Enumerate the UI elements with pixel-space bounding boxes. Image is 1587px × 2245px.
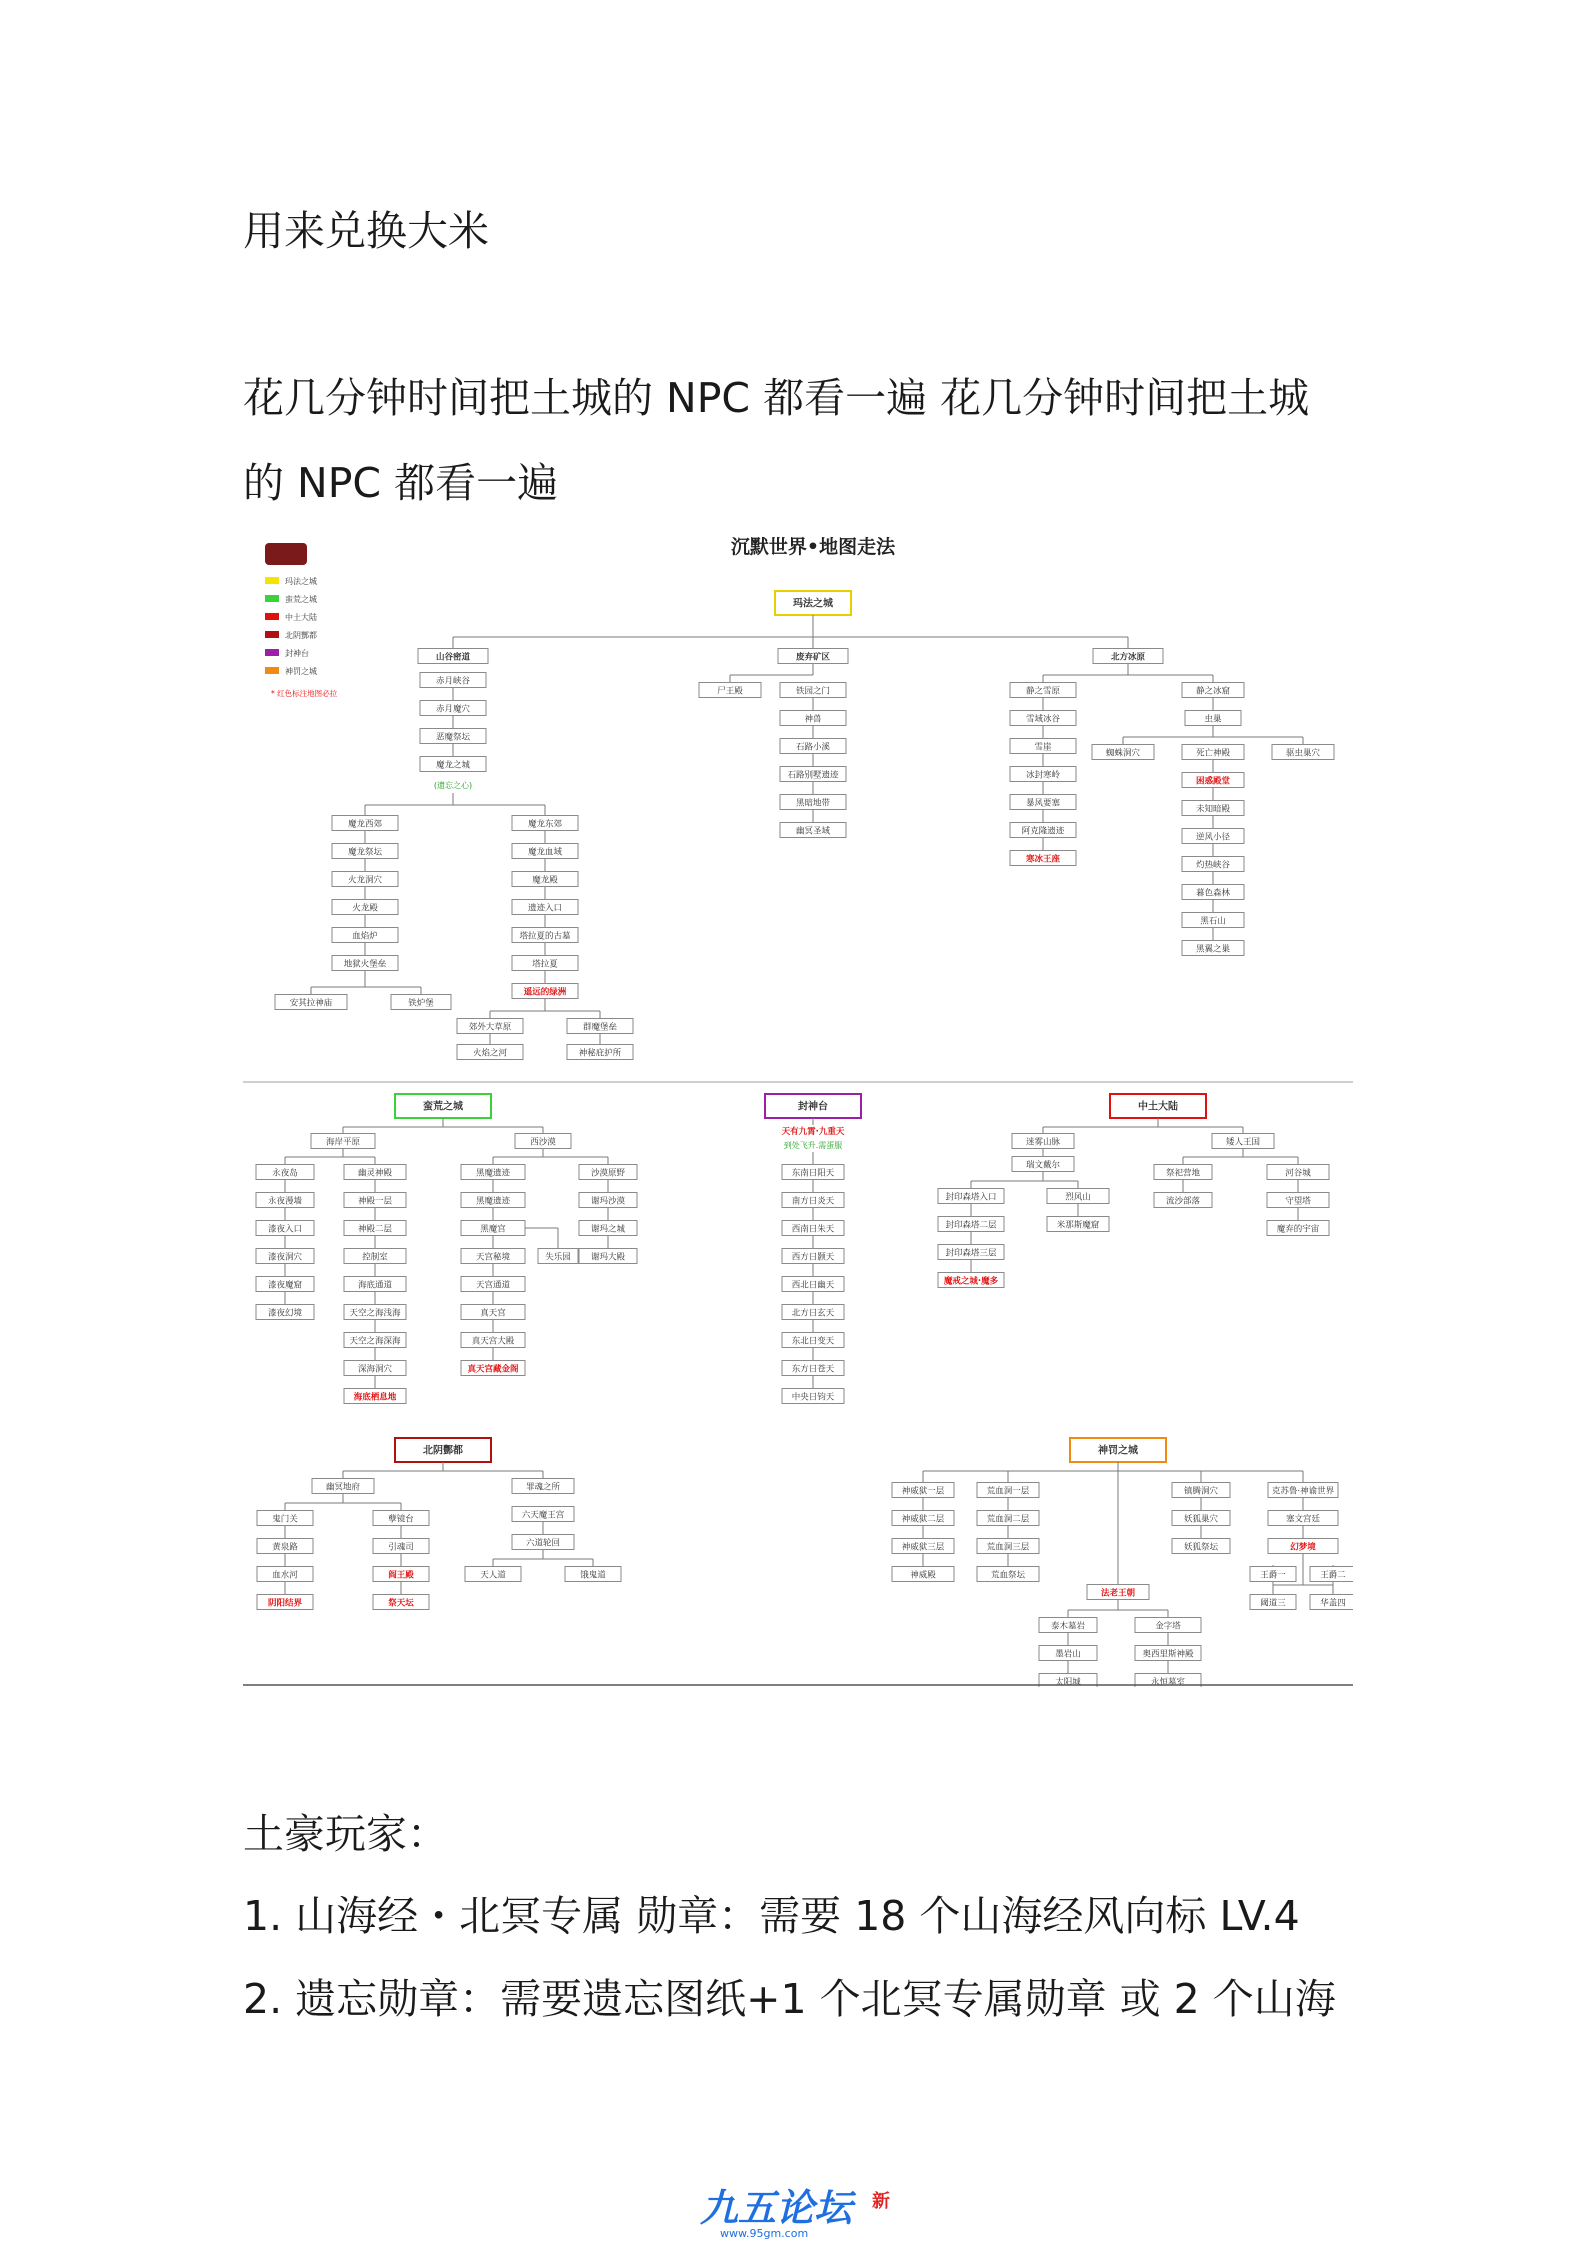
map-node-label: 迷雾山脉 <box>1025 1137 1061 1148</box>
map-node-label: 泰木墓岩 <box>1050 1621 1086 1632</box>
map-node-label: 郊外大草原 <box>468 1022 512 1033</box>
map-node-label: 瑞文戴尔 <box>1025 1160 1061 1171</box>
map-node-label: 天空之海深海 <box>349 1336 401 1347</box>
map-node-label: 王爵二 <box>1320 1570 1346 1581</box>
map-node-label: 中央日钧天 <box>791 1392 835 1403</box>
map-node-label: 魔龙东郊 <box>527 819 563 830</box>
map-node-label: 幽冥地府 <box>325 1482 361 1493</box>
map-node-label: 祭祀营地 <box>1165 1168 1201 1179</box>
map-node-label: 魔龙西郊 <box>347 819 383 830</box>
map-node-label: 海底通道 <box>357 1280 393 1291</box>
logo-badge: 新 <box>872 2191 890 2212</box>
map-node-label: 神威狱一层 <box>901 1486 945 1497</box>
legend-swatch <box>265 613 279 620</box>
map-node-label: 塔拉夏的古墓 <box>519 931 571 942</box>
map-node-label: 西方日颢天 <box>791 1252 835 1263</box>
map-node-label: 封印森塔二层 <box>945 1220 997 1231</box>
map-node-label: 血焰炉 <box>352 931 378 942</box>
map-node-label: 永夜漫墙 <box>267 1196 303 1207</box>
map-node-label: 山谷密道 <box>435 652 471 663</box>
map-node-label: 太阳城 <box>1055 1677 1081 1687</box>
site-logo <box>700 2185 900 2240</box>
map-node-label: 谢玛大殿 <box>590 1252 626 1263</box>
map-node-label: 守望塔 <box>1285 1196 1311 1207</box>
line-npc-1: 花几分钟时间把土城的 NPC 都看一遍 花几分钟时间把土城 <box>243 374 1310 422</box>
map-node-label: 天宫秘境 <box>475 1252 511 1263</box>
map-node-label: 安其拉神庙 <box>289 998 333 1009</box>
map-node-label: 黑石山 <box>1200 916 1226 927</box>
map-node-label: 遗迹入口 <box>527 903 563 914</box>
map-node-label: 废弃矿区 <box>795 652 831 663</box>
map-node-label: 困惑殿堂 <box>1195 776 1231 787</box>
legend-note: * 红色标注地图必拉 <box>271 689 338 698</box>
map-node-label: 黑魔遗迹 <box>475 1168 511 1179</box>
map-node-label: 暴风要塞 <box>1025 798 1061 809</box>
map-node-label: 未知暗殿 <box>1195 804 1231 815</box>
map-node-label: 控制室 <box>362 1252 388 1263</box>
map-node-label: 西北日幽天 <box>791 1280 835 1291</box>
map-node-label: 东方日苍天 <box>791 1364 835 1375</box>
map-node-label: 克苏鲁·神谕世界 <box>1271 1486 1335 1497</box>
map-node-label: 雪域冰谷 <box>1025 714 1061 725</box>
map-node-label: 魔弃的宇宙 <box>1276 1224 1320 1235</box>
map-node-label: 逆风小径 <box>1195 832 1231 843</box>
map-node-label: 阈道三 <box>1260 1598 1286 1609</box>
map-node-label: 沙漠原野 <box>590 1168 626 1179</box>
map-node-label: 金字塔 <box>1155 1621 1181 1632</box>
map-node-label: 赤月魔穴 <box>435 704 471 715</box>
map-node-label: 神威狱二层 <box>901 1514 945 1525</box>
legend-swatch <box>265 631 279 638</box>
map-node-label: 真天宫 <box>480 1308 506 1319</box>
map-node-label: 神殿一层 <box>357 1196 393 1207</box>
map-node-label: 火龙殿 <box>352 903 378 914</box>
map-node-label: 谢玛之城 <box>590 1224 626 1235</box>
map-node-label: 塞文宫廷 <box>1285 1514 1321 1525</box>
map-node-label: 北方日玄天 <box>791 1308 835 1319</box>
map-node-label: 中土大陆 <box>1138 1101 1178 1113</box>
map-node-label: 海底栖息地 <box>353 1392 397 1403</box>
game-emblem <box>265 543 307 565</box>
map-node-label: 幽冥圣域 <box>795 826 831 837</box>
map-node-label: 北方冰原 <box>1110 652 1146 663</box>
map-node-label: 驱虫巢穴 <box>1285 748 1321 759</box>
map-node-label: 漆夜魔窟 <box>267 1280 303 1291</box>
line-npc-2: 的 NPC 都看一遍 <box>243 459 559 507</box>
map-node-label: 荒血洞一层 <box>986 1486 1030 1497</box>
map-node-label: 烈风山 <box>1065 1192 1091 1203</box>
map-node-label: 河谷城 <box>1285 1168 1311 1179</box>
logo-url: www.95gm.com <box>720 2227 809 2240</box>
map-node-label: 王爵一 <box>1260 1570 1286 1581</box>
map-node-label: 华盖四 <box>1320 1598 1346 1609</box>
map-node-label: 天有九霄·九重天 <box>781 1127 845 1137</box>
map-node-label: 荒血洞三层 <box>986 1542 1030 1553</box>
map-node-label: 寒冰王座 <box>1025 854 1061 865</box>
map-node-label: 赤月峡谷 <box>435 676 471 687</box>
map-node-label: 铁园之门 <box>795 686 831 697</box>
map-node-label: 恶魔祭坛 <box>435 732 471 743</box>
map-node-label: 漆夜入口 <box>267 1224 303 1235</box>
map-node-label: 永夜岛 <box>272 1168 298 1179</box>
map-node-label: 石路小溪 <box>795 742 831 753</box>
map-node-label: 天人道 <box>480 1570 506 1581</box>
legend-swatch <box>265 649 279 656</box>
map-node-label: 真天宫大殿 <box>471 1336 515 1347</box>
map-node-label: 法老王朝 <box>1100 1588 1136 1599</box>
map-node-label: 虫巢 <box>1204 714 1222 725</box>
map-node-label: 真天宫藏金阁 <box>467 1364 519 1375</box>
map-node-label: 塔拉夏 <box>532 959 558 970</box>
map-node-label: 漆夜幻境 <box>267 1308 303 1319</box>
map-node-label: 到处飞升.需蛋服 <box>783 1141 843 1150</box>
map-node-label: 神威殿 <box>910 1570 936 1581</box>
map-node-sub: (遗忘之心) <box>433 781 473 790</box>
map-node-label: 孽镜台 <box>388 1514 414 1525</box>
map-node-label: 东南日阳天 <box>791 1168 835 1179</box>
map-node-label: 墨岩山 <box>1055 1649 1081 1660</box>
map-node-label: 荒血洞二层 <box>986 1514 1030 1525</box>
map-node-label: 祭天坛 <box>388 1598 414 1609</box>
map-node-label: 雪崖 <box>1034 742 1052 753</box>
map-node-label: 镇腾洞穴 <box>1183 1486 1219 1497</box>
map-node-label: 黑暗地带 <box>795 798 831 809</box>
map-node-label: 暮色森林 <box>1195 888 1231 899</box>
map-node-label: 静之冰窟 <box>1195 686 1231 697</box>
map-node-label: 漆夜洞穴 <box>267 1252 303 1263</box>
map-node-label: 火龙洞穴 <box>347 875 383 886</box>
map-node-label: 阿克隆遗迹 <box>1021 826 1065 837</box>
map-node-label: 六天魔王宫 <box>521 1510 565 1521</box>
logo-text: 九五论坛 <box>700 2186 853 2230</box>
medal-item-1: 1. 山海经・北冥专属 勋章：需要 18 个山海经风向标 LV.4 <box>243 1892 1300 1940</box>
map-node-label: 死亡神殿 <box>1195 748 1231 759</box>
map-node-label: 六道轮回 <box>525 1538 561 1549</box>
map-node-label: 血水河 <box>272 1570 298 1581</box>
map-node-label: 米那斯魔窟 <box>1056 1220 1100 1231</box>
map-node-label: 东北日变天 <box>791 1336 835 1347</box>
map-node-label: 神威狱三层 <box>901 1542 945 1553</box>
legend-label: 北阴酆都 <box>285 631 317 640</box>
legend-label: 封神台 <box>285 649 309 658</box>
map-node-label: 幻梦境 <box>1290 1542 1316 1553</box>
map-node-label: 群魔堡垒 <box>582 1022 618 1033</box>
map-node-label: 鬼门关 <box>272 1514 298 1525</box>
map-node-label: 魔龙殿 <box>532 875 558 886</box>
legend-label: 神罚之城 <box>285 667 317 676</box>
legend-swatch <box>265 667 279 674</box>
map-node-label: 饿鬼道 <box>580 1570 606 1581</box>
map-node-label: 地狱火堡垒 <box>343 959 387 970</box>
map-node-label: 北阴酆都 <box>423 1445 463 1457</box>
legend-label: 玛法之城 <box>285 577 317 586</box>
map-node-label: 蜘蛛洞穴 <box>1105 748 1141 759</box>
map-node-label: 魔戒之城·魔多 <box>943 1276 999 1287</box>
map-node-label: 西南日朱天 <box>791 1224 835 1235</box>
map-node-label: 妖狐巢穴 <box>1183 1514 1219 1525</box>
map-node-label: 南方日炎天 <box>791 1196 835 1207</box>
map-node-label: 深海洞穴 <box>357 1364 393 1375</box>
map-node-label: 灼热峡谷 <box>1195 860 1231 871</box>
map-node-label: 封印森塔三层 <box>945 1248 997 1259</box>
map-node-label: 引魂司 <box>388 1542 414 1553</box>
line-exchange-rice: 用来兑换大米 <box>243 207 489 255</box>
map-node-label: 西沙漠 <box>530 1137 556 1148</box>
map-node-label: 阎王殿 <box>388 1570 414 1581</box>
map-node-label: 天宫通道 <box>475 1280 511 1291</box>
map-node-label: 尸王殿 <box>717 686 743 697</box>
rich-player-heading: 土豪玩家： <box>243 1810 448 1858</box>
map-node-label: 幽灵神殿 <box>357 1168 393 1179</box>
map-node-label: 静之雪原 <box>1025 686 1061 697</box>
map-node-label: 魔龙祭坛 <box>347 847 383 858</box>
map-node-label: 神秘庇护所 <box>578 1048 622 1059</box>
map-node-label: 荒血祭坛 <box>990 1570 1026 1581</box>
map-svg <box>243 525 1353 1687</box>
map-node-label: 阴阳结界 <box>267 1598 303 1609</box>
map-node-label: 黑魔遗迹 <box>475 1196 511 1207</box>
map-node-label: 奥西里斯神殿 <box>1142 1649 1194 1660</box>
map-node-label: 黄泉路 <box>272 1542 298 1553</box>
legend-label: 中土大陆 <box>285 613 317 622</box>
map-node-label: 海岸平原 <box>325 1137 361 1148</box>
map-node-label: 玛法之城 <box>793 598 833 610</box>
map-node-label: 黑魔宫 <box>480 1224 506 1235</box>
map-node-label: 遥远的绿洲 <box>523 987 567 998</box>
map-node-label: 魔龙之城 <box>435 760 471 771</box>
map-node-label: 石路别墅遗迹 <box>787 770 839 781</box>
map-node-label: 神殿二层 <box>357 1224 393 1235</box>
map-node-label: 罪魂之所 <box>525 1482 561 1493</box>
map-node-label: 永恒墓室 <box>1150 1677 1186 1687</box>
map-node-label: 铁炉堡 <box>408 998 434 1009</box>
map-node-label: 矮人王国 <box>1225 1137 1261 1148</box>
medal-item-2: 2. 遗忘勋章：需要遗忘图纸+1 个北冥专属勋章 或 2 个山海 <box>243 1975 1336 2023</box>
map-node-label: 蛮荒之城 <box>423 1101 463 1113</box>
legend-swatch <box>265 577 279 584</box>
map-node-label: 黑翼之巢 <box>1195 944 1231 955</box>
map-node-label: 火焰之河 <box>472 1048 508 1059</box>
map-node-label: 妖狐祭坛 <box>1183 1542 1219 1553</box>
world-map-chart <box>243 525 1353 1687</box>
map-node-label: 冰封寒岭 <box>1025 770 1061 781</box>
legend-swatch <box>265 595 279 602</box>
map-node-label: 神兽 <box>804 714 822 725</box>
map-node-label: 谢玛沙漠 <box>590 1196 626 1207</box>
legend-label: 蛮荒之城 <box>285 595 317 604</box>
map-node-label: 封神台 <box>798 1101 828 1113</box>
map-node-label: 魔龙血域 <box>527 847 563 858</box>
map-node-label: 流沙部落 <box>1165 1196 1201 1207</box>
map-node-label: 封印森塔入口 <box>945 1192 997 1203</box>
map-title: 沉默世界•地图走法 <box>730 536 896 558</box>
map-node-label: 失乐园 <box>545 1252 571 1263</box>
map-node-label: 神罚之城 <box>1098 1445 1138 1457</box>
map-node-label: 天空之海浅海 <box>349 1308 401 1319</box>
